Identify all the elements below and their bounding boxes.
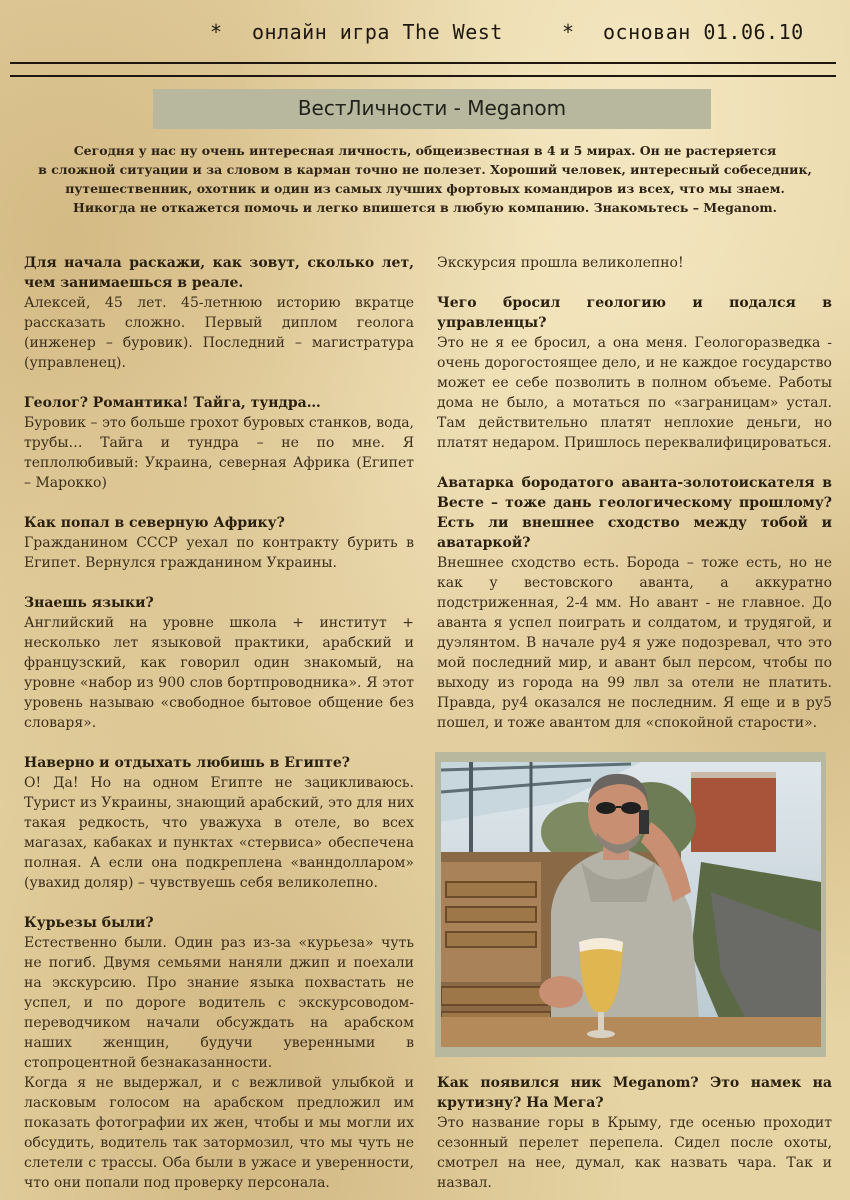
masthead-founded-date: основан 01.06.10 <box>603 20 804 44</box>
interview-question: Для начала раскажи, как зовут, сколько лет, чем занимаешься в реале. <box>24 255 414 291</box>
interview-answer: Гражданином СССР уехал по контракту бурить в Египет. Вернулся гражданином Украины. <box>24 535 414 571</box>
masthead-star: * <box>210 20 223 44</box>
interview-question: Геолог? Романтика! Тайга, тундра… <box>24 395 321 411</box>
interview-answer: Внешнее сходство есть. Борода – тоже есть, но не как у вестовского аванта, а аккуратно подстриженная, 2-4 мм. Но авант - не главное. До аванта я успел поиграть и солдатом, и трудягой, и дуэлянтом. В начале ру4 я уже подозревал, что это мой последний мир, и авант был персом, чтобы по выходу из города на 99 лвл за отели не платить. Правда, ру4 оказался не последним. Я еще и в ру5 пошел, и тоже авантом для «спокойной старости». <box>437 555 832 731</box>
interview-question: Наверно и отдыхать любишь в Египте? <box>24 755 350 771</box>
interview-answer: Это название горы в Крыму, где осенью проходит сезонный перелет перепела. Сидел после охоты, смотрел на нее, думал, как назвать чара. Так и назвал. <box>437 1115 832 1191</box>
masthead <box>0 18 850 50</box>
interview-question: Курьезы были? <box>24 915 154 931</box>
intro-line: в сложной ситуации и за словом в карман точно не полезет. Хороший человек, интересный собеседник, <box>38 162 812 177</box>
intro-line: Никогда не откажется помочь и легко впишется в любую компанию. Знакомьтесь – Meganom. <box>73 200 777 215</box>
masthead-game-name: онлайн игра The West <box>252 20 503 44</box>
photo-illustration <box>441 762 821 1047</box>
masthead-star: * <box>562 20 575 44</box>
article-intro <box>10 141 840 217</box>
masthead-divider <box>10 75 836 77</box>
interview-answer: Когда я не выдержал, и с вежливой улыбкой и ласковым голосом на арабском предложил им показать фотографии их жен, чтобы и мы могли их обсудить, водитель так затормозил, что мы чуть не слетели с трассы. Оба были в ужасе и уверенности, что они попали под проверку персонала. <box>24 1075 414 1191</box>
interview-answer: Алексей, 45 лет. 45-летнюю историю вкратце рассказать сложно. Первый диплом геолога (инженер – буровик). Последний – магистратура (управленец). <box>24 295 414 371</box>
right-column-top <box>437 253 832 733</box>
article-title: ВестЛичности - Meganom <box>153 89 711 129</box>
interview-question: Чего бросил геологию и подался в управленцы? <box>437 295 832 331</box>
interviewee-photo <box>441 762 821 1047</box>
intro-line: Сегодня у нас ну очень интересная личность, общеизвестная в 4 и 5 мирах. Он не растеряется <box>73 143 777 158</box>
interview-question: Как попал в северную Африку? <box>24 515 285 531</box>
interview-answer: Английский на уровне школа + институт + несколько лет языковой практики, арабский и французский, как говорил один знакомый, на уровне «набор из 900 слов бортпроводника». Я этот уровень называю «свободное бытовое общение без словаря». <box>24 615 414 731</box>
interview-answer: Буровик – это больше грохот буровых станков, вода, трубы… Тайга и тундра – не по мне. Я теплолюбивый: Украина, северная Африка (Египет – Марокко) <box>24 415 414 491</box>
interview-answer: Это не я ее бросил, а она меня. Геологоразведка - очень дорогостоящее дело, и не каждое государство может ее себе позволить в полном объеме. Работы дома не было, а мотаться по «заграницам» устал. Там действительно платят неплохие деньги, но платят недаром. Пришлось переквалифицироваться. <box>437 335 832 451</box>
masthead-divider <box>10 62 836 64</box>
intro-line: путешественник, охотник и один из самых лучших фортовых командиров из всех, что мы знаем. <box>65 181 785 196</box>
left-column <box>24 253 414 1193</box>
interview-question: Как появился ник Meganom? Это намек на крутизну? На Мега? <box>437 1075 832 1111</box>
interview-answer: О! Да! Но на одном Египте не зацикливаюсь. Турист из Украины, знающий арабский, это для них такая редкость, что уважуха в отеле, во всех магазах, кабаках и пунктах «стервиса» обеспечена полная. А если она подкреплена «ванндолларом» (увахид доляр) – чувствуешь себя великолепно. <box>24 775 414 891</box>
interview-question: Аватарка бородатого аванта-золотоискателя в Весте – тоже дань геологическому прошлому? Есть ли внешнее сходство между тобой и аватаркой? <box>437 475 832 551</box>
interview-answer: Естественно были. Один раз из-за «курьеза» чуть не погиб. Двумя семьями наняли джип и поехали на экскурсию. Про знание языка похвастать не успел, и по дороге водитель с экскурсоводом-переводчиком начали обсуждать на арабском наших женщин, будучи уверенными в стопроцентной безнаказанности. <box>24 935 414 1071</box>
interview-answer: Экскурсия прошла великолепно! <box>437 255 684 271</box>
interview-question: Знаешь языки? <box>24 595 154 611</box>
right-column-bottom <box>437 1073 832 1193</box>
